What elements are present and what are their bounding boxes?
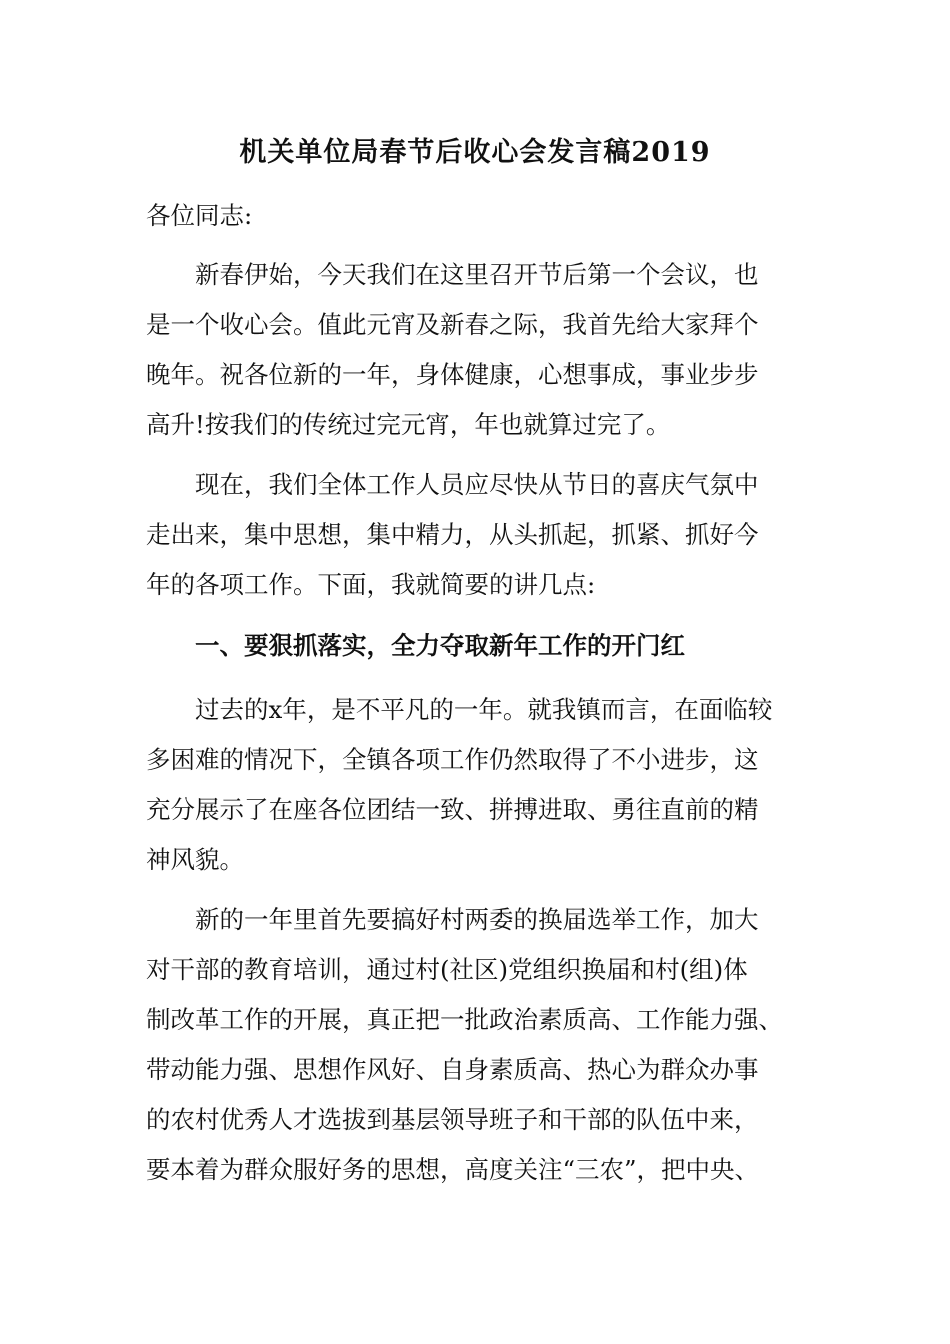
paragraph-1-line-2: 是一个收心会。值此元宵及新春之际，我首先给大家拜个	[146, 310, 759, 339]
paragraph-2-line-2: 走出来，集中思想，集中精力，从头抓起，抓紧、抓好今	[146, 520, 759, 549]
document-title: 机关单位局春节后收心会发言稿2019	[239, 137, 711, 168]
paragraph-2-line-3: 年的各项工作。下面，我就简要的讲几点:	[146, 570, 596, 599]
paragraph-4-line-1: 新的一年里首先要搞好村两委的换届选举工作，加大	[195, 905, 759, 934]
paragraph-1-line-1: 新春伊始，今天我们在这里召开节后第一个会议，也	[195, 260, 759, 289]
paragraph-3-line-4: 神风貌。	[146, 845, 244, 874]
section-heading-1: 一、要狠抓落实，全力夺取新年工作的开门红	[195, 631, 685, 660]
paragraph-3-line-2: 多困难的情况下，全镇各项工作仍然取得了不小进步，这	[146, 745, 759, 774]
paragraph-2-line-1: 现在，我们全体工作人员应尽快从节日的喜庆气氛中	[195, 470, 759, 499]
paragraph-3-line-3: 充分展示了在座各位团结一致、拼搏进取、勇往直前的精	[146, 795, 759, 824]
paragraph-1-line-4: 高升!按我们的传统过完元宵，年也就算过完了。	[146, 410, 671, 439]
paragraph-4-line-2: 对干部的教育培训，通过村(社区)党组织换届和村(组)体	[146, 955, 748, 984]
paragraph-4-line-4: 带动能力强、思想作风好、自身素质高、热心为群众办事	[146, 1055, 759, 1084]
paragraph-4-line-5: 的农村优秀人才选拔到基层领导班子和干部的队伍中来，	[146, 1105, 759, 1134]
salutation: 各位同志:	[146, 201, 253, 230]
paragraph-4-line-6: 要本着为群众服好务的思想，高度关注“三农”，把中央、	[146, 1155, 760, 1184]
paragraph-4-line-3: 制改革工作的开展，真正把一批政治素质高、工作能力强、	[146, 1005, 783, 1034]
paragraph-1-line-3: 晚年。祝各位新的一年，身体健康，心想事成，事业步步	[146, 360, 759, 389]
paragraph-3-line-1: 过去的x年，是不平凡的一年。就我镇而言，在面临较	[195, 695, 773, 724]
